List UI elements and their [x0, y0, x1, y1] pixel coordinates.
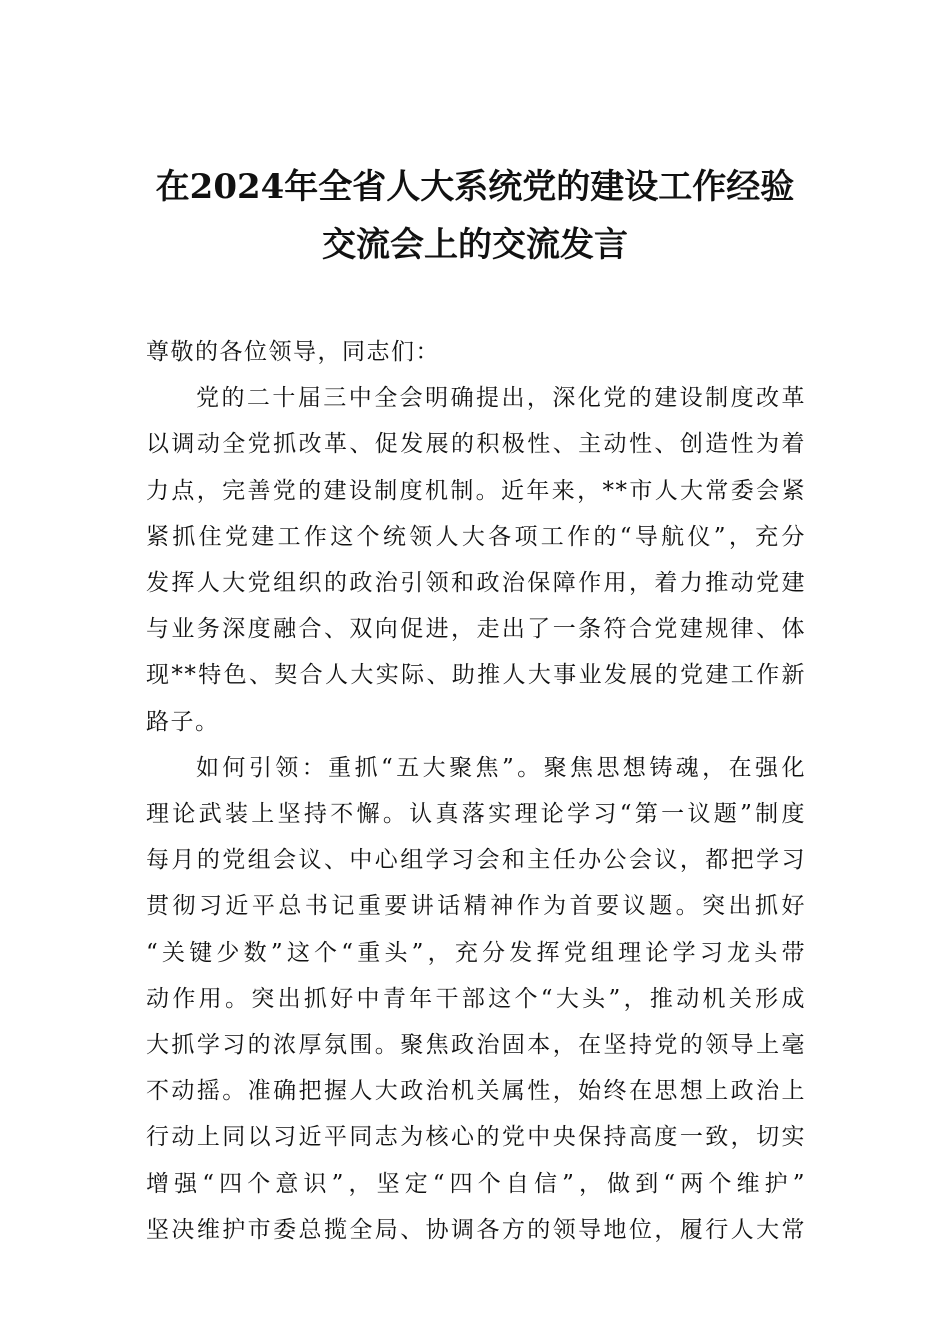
paragraph-line: 行动上同以习近平同志为核心的党中央保持高度一致，切实 [146, 1124, 806, 1151]
paragraph-line: “关键少数”这个“重头”，充分发挥党组理论学习龙头带 [146, 939, 806, 966]
paragraph-line: 增强“四个意识”，坚定“四个自信”，做到“两个维护” [146, 1170, 806, 1197]
paragraph-2 [146, 745, 806, 1253]
paragraph-line: 现**特色、契合人大实际、助推人大事业发展的党建工作新 [146, 662, 806, 689]
paragraph-line: 与业务深度融合、双向促进，走出了一条符合党建规律、体 [146, 616, 806, 643]
salutation: 尊敬的各位领导，同志们： [146, 339, 440, 365]
paragraph-line: 紧抓住党建工作这个统领人大各项工作的“导航仪”，充分 [146, 523, 806, 550]
paragraph-line: 不动摇。准确把握人大政治机关属性，始终在思想上政治上 [146, 1078, 806, 1105]
paragraph-line: 发挥人大党组织的政治引领和政治保障作用，着力推动党建 [146, 570, 806, 597]
document-body [146, 329, 806, 1253]
paragraph-line: 每月的党组会议、中心组学习会和主任办公会议，都把学习 [146, 847, 806, 874]
paragraph-line: 理论武装上坚持不懈。认真落实理论学习“第一议题”制度 [146, 801, 806, 828]
title-line-1: 在2024年全省人大系统党的建设工作经验 [155, 167, 795, 207]
paragraph-line: 力点，完善党的建设制度机制。近年来，**市人大常委会紧 [146, 477, 806, 504]
paragraph-line: 党的二十届三中全会明确提出，深化党的建设制度改革 [196, 385, 806, 412]
paragraph-line: 动作用。突出抓好中青年干部这个“大头”，推动机关形成 [146, 985, 806, 1012]
paragraph-line: 贯彻习近平总书记重要讲话精神作为首要议题。突出抓好 [146, 893, 806, 920]
title-line-2: 交流会上的交流发言 [322, 225, 628, 265]
paragraph-line: 坚决维护市委总揽全局、协调各方的领导地位，履行人大常 [146, 1216, 806, 1243]
paragraph-line: 以调动全党抓改革、促发展的积极性、主动性、创造性为着 [146, 431, 806, 458]
paragraph-1 [146, 375, 806, 745]
paragraph-line: 路子。 [146, 708, 220, 735]
paragraph-line: 如何引领：重抓“五大聚焦”。聚焦思想铸魂，在强化 [196, 754, 806, 781]
paragraph-line: 大抓学习的浓厚氛围。聚焦政治固本，在坚持党的领导上毫 [146, 1032, 806, 1059]
document-title [0, 158, 950, 274]
